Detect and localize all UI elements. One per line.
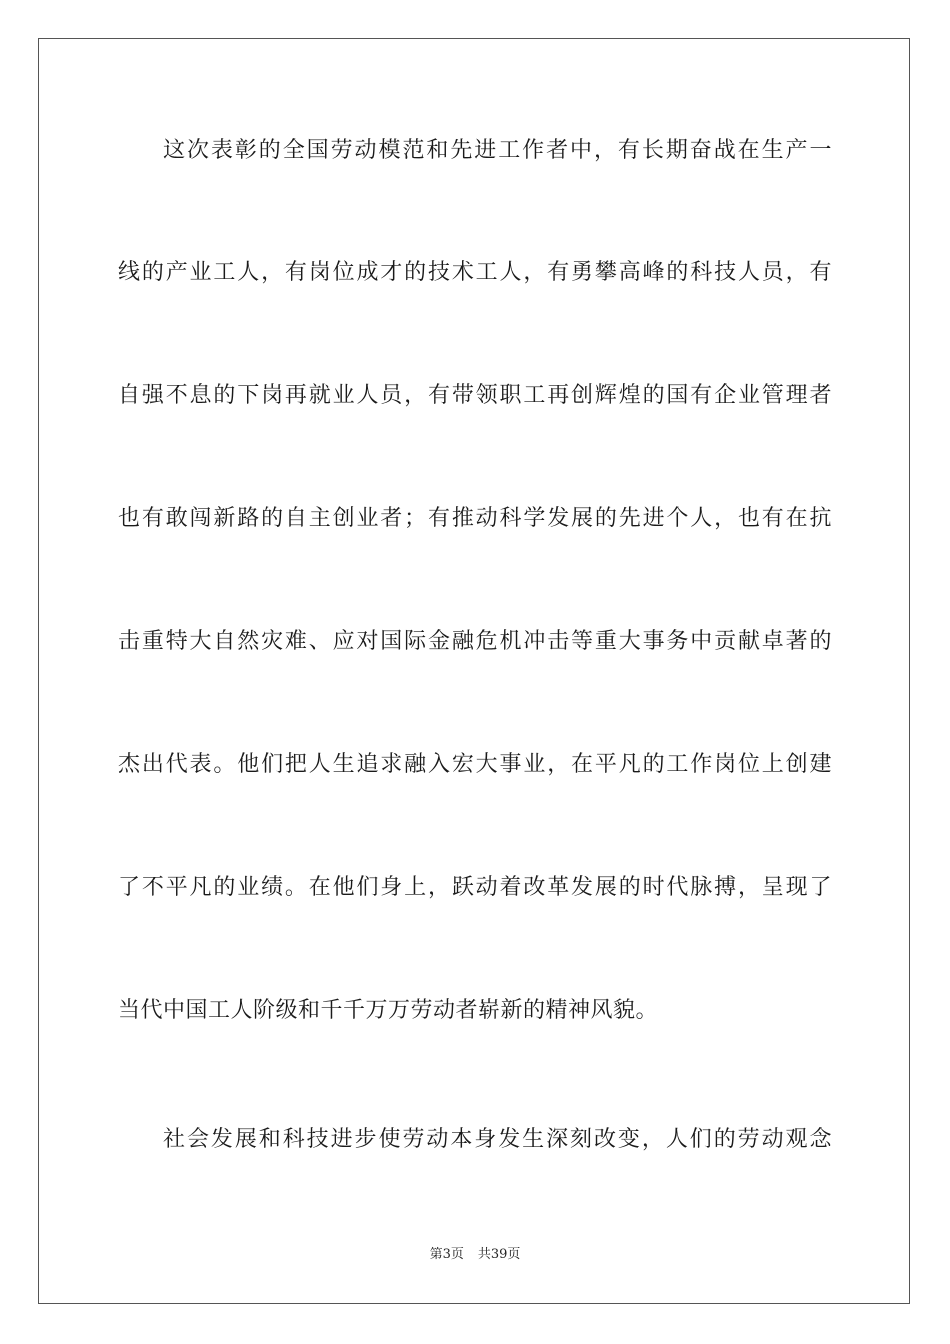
paragraph-1-line-2: 线的产业工人，有岗位成才的技术工人，有勇攀高峰的科技人员，有	[118, 260, 832, 285]
paragraph-1-line-7: 了不平凡的业绩。在他们身上，跃动着改革发展的时代脉搏，呈现了	[118, 875, 832, 900]
page-footer	[0, 1246, 950, 1264]
paragraph-1-line-8: 当代中国工人阶级和千千万万劳动者崭新的精神风貌。	[118, 998, 659, 1023]
paragraph-1-line-1: 这次表彰的全国劳动模范和先进工作者中，有长期奋战在生产一	[163, 138, 832, 163]
paragraph-1-line-4: 也有敢闯新路的自主创业者；有推动科学发展的先进个人，也有在抗	[118, 506, 832, 531]
page-border	[38, 38, 910, 1304]
paragraph-1-line-6: 杰出代表。他们把人生追求融入宏大事业，在平凡的工作岗位上创建	[118, 752, 832, 777]
page-number: 第3页	[429, 1247, 464, 1262]
total-pages: 共39页	[477, 1247, 521, 1262]
paragraph-1-line-5: 击重特大自然灾难、应对国际金融危机冲击等重大事务中贡献卓著的	[118, 629, 832, 654]
paragraph-1-line-3: 自强不息的下岗再就业人员，有带领职工再创辉煌的国有企业管理者	[118, 383, 832, 408]
paragraph-2-line-1: 社会发展和科技进步使劳动本身发生深刻改变，人们的劳动观念	[163, 1127, 832, 1152]
